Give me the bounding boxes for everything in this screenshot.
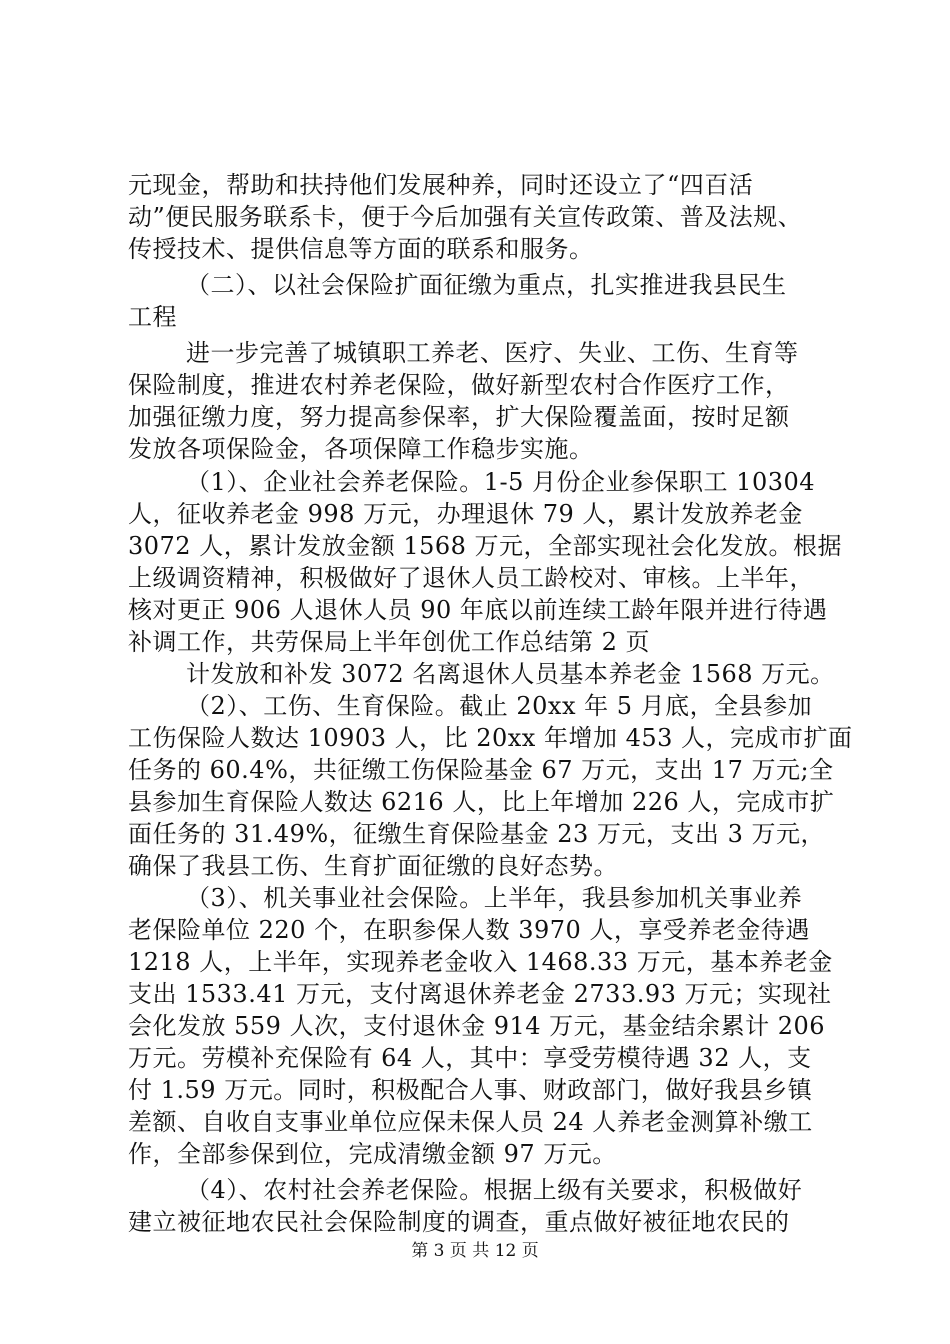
text-line: 工伤保险人数达 10903 人，比 20xx 年增加 453 人，完成市扩面 [128,724,853,752]
text-line: 万元。劳模补充保险有 64 人，其中：享受劳模待遇 32 人，支 [128,1044,812,1072]
text-line: （二）、以社会保险扩面征缴为重点，扎实推进我县民生 [186,271,787,299]
text-line: （4）、农村社会养老保险。根据上级有关要求，积极做好 [186,1176,803,1204]
text-line: 县参加生育保险人数达 6216 人，比上年增加 226 人，完成市扩 [128,788,835,816]
text-line: 动”便民服务联系卡，便于今后加强有关宣传政策、普及法规、 [128,203,803,231]
text-line: （2）、工伤、生育保险。截止 20xx 年 5 月底，全县参加 [186,692,813,720]
text-line: 3072 人，累计发放金额 1568 万元，全部实现社会化发放。根据 [128,532,843,560]
text-line: 付 1.59 万元。同时，积极配合人事、财政部门，做好我县乡镇 [128,1076,813,1104]
text-line: 面任务的 31.49%，征缴生育保险基金 23 万元，支出 3 万元， [128,820,825,848]
text-line: 老保险单位 220 个，在职参保人数 3970 人，享受养老金待遇 [128,916,810,944]
text-line: 支出 1533.41 万元，支付离退休养老金 2733.93 万元；实现社 [128,980,832,1008]
page-footer: 第 3 页 共 12 页 [411,1241,539,1261]
text-line: 建立被征地农民社会保险制度的调查，重点做好被征地农民的 [128,1208,790,1236]
text-line: 作，全部参保到位，完成清缴金额 97 万元。 [128,1140,617,1168]
text-line: 保险制度，推进农村养老保险，做好新型农村合作医疗工作， [128,371,790,399]
text-line: （1）、企业社会养老保险。1-5 月份企业参保职工 10304 [186,468,816,496]
text-line: 上级调资精神，积极做好了退休人员工龄校对、审核。上半年， [128,564,814,592]
text-line: 计发放和补发 3072 名离退休人员基本养老金 1568 万元。 [186,660,835,688]
text-line: 发放各项保险金，各项保障工作稳步实施。 [128,435,594,463]
text-line: 工程 [128,303,177,331]
text-line: 元现金，帮助和扶持他们发展种养，同时还设立了“四百活 [128,171,754,199]
text-line: 会化发放 559 人次，支付退休金 914 万元，基金结余累计 206 [128,1012,826,1040]
text-line: 1218 人，上半年，实现养老金收入 1468.33 万元，基本养老金 [128,948,833,976]
text-line: 进一步完善了城镇职工养老、医疗、失业、工伤、生育等 [186,339,799,367]
text-line: 加强征缴力度，努力提高参保率，扩大保险覆盖面，按时足额 [128,403,790,431]
text-line: 确保了我县工伤、生育扩面征缴的良好态势。 [128,852,618,880]
text-line: （3）、机关事业社会保险。上半年，我县参加机关事业养 [186,884,803,912]
text-line: 补调工作，共劳保局上半年创优工作总结第 2 页 [128,628,651,656]
text-line: 任务的 60.4%，共征缴工伤保险基金 67 万元，支出 17 万元;全 [128,756,834,784]
text-line: 核对更正 906 人退休人员 90 年底以前连续工龄年限并进行待遇 [128,596,828,624]
text-line: 差额、自收自支事业单位应保未保人员 24 人养老金测算补缴工 [128,1108,813,1136]
text-line: 人，征收养老金 998 万元，办理退休 79 人，累计发放养老金 [128,500,803,528]
text-line: 传授技术、提供信息等方面的联系和服务。 [128,235,594,263]
